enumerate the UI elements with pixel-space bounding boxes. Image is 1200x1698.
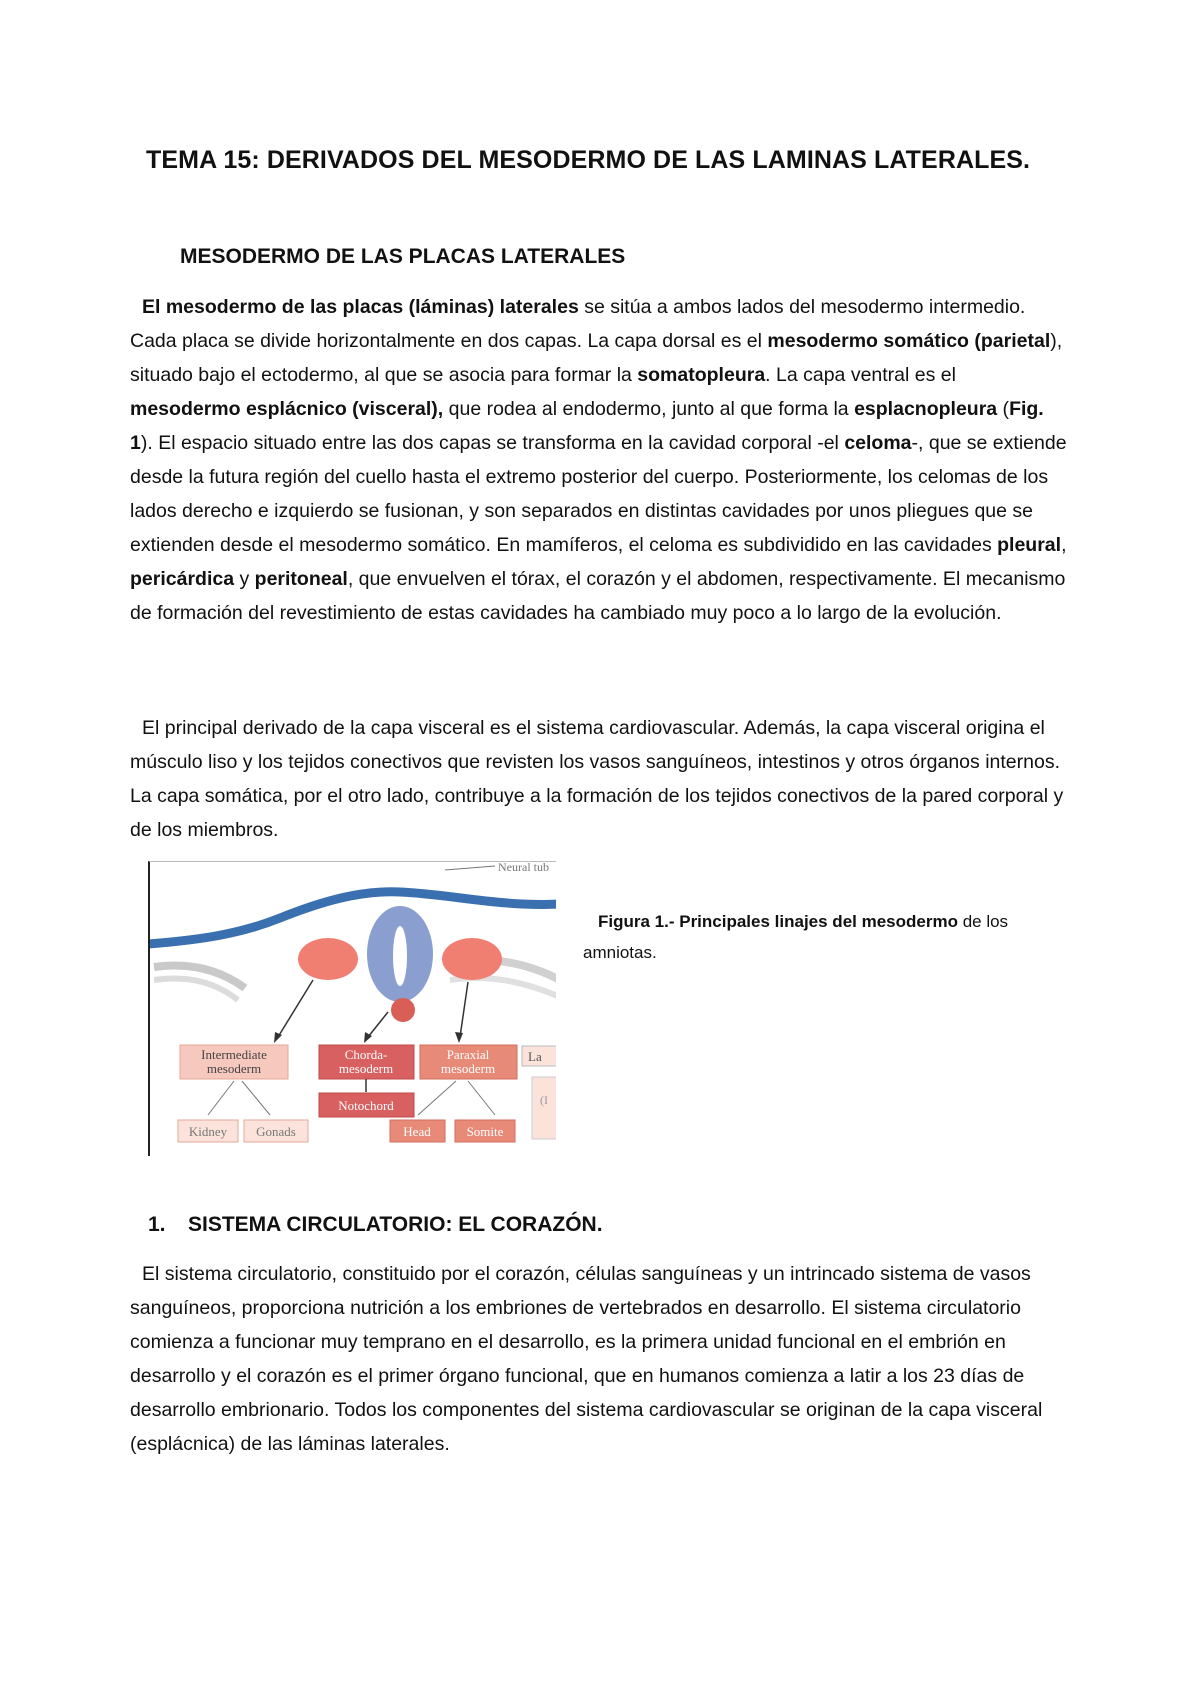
bold-term: pericárdica bbox=[130, 568, 235, 590]
caption-bold: Figura 1.- Principales linajes del mesodermo bbox=[598, 912, 958, 931]
partial-box-right bbox=[532, 1077, 556, 1139]
figure-reference: Fig. 1 bbox=[130, 398, 1044, 454]
bold-term: El mesodermo de las placas (láminas) laterales bbox=[142, 296, 579, 318]
paragraph-circulatory-system: El sistema circulatorio, constituido por el corazón, células sanguíneas y un intrincado sistema de vasos sanguíneos, proporciona nutrición a los embriones de vertebrados en desarrollo. El sistema circulatorio comienza a funcionar muy temprano en el desarrollo, es la primera unidad funcional en el embrión en desarrollo y el corazón es el primer órgano funcional, que en humanos comienza a latir a los 23 días de desarrollo embrionario. Todos los componentes del sistema cardiovascular se originan de la capa visceral (esplácnica) de las láminas laterales. bbox=[130, 1263, 1043, 1455]
bold-term: somatopleura bbox=[637, 364, 766, 386]
label-paraxial-2: mesoderm bbox=[440, 1061, 496, 1076]
document-title: TEMA 15: DERIVADOS DEL MESODERMO DE LAS LAMINAS LATERALES. bbox=[146, 146, 1031, 174]
section-number: 1. bbox=[148, 1213, 166, 1236]
somite-right bbox=[442, 938, 502, 980]
section-heading: MESODERMO DE LAS PLACAS LATERALES bbox=[180, 245, 626, 268]
bold-term: pleural bbox=[997, 534, 1062, 556]
notochord-circle bbox=[391, 998, 415, 1022]
label-lateral: La bbox=[528, 1049, 542, 1064]
label-somite: Somite bbox=[466, 1124, 504, 1139]
label-intermediate-1: Intermediate bbox=[201, 1047, 267, 1062]
label-chorda-1: Chorda- bbox=[344, 1047, 388, 1062]
ectoderm-fold-left-inner bbox=[154, 979, 238, 1000]
figure-caption: Figura 1.- Principales linajes del mesodermo de los amniotas. bbox=[583, 912, 1009, 962]
ectoderm-layer bbox=[150, 892, 556, 944]
section-1-heading bbox=[148, 1213, 603, 1237]
label-chorda-2: mesoderm bbox=[338, 1061, 394, 1076]
label-head: Head bbox=[403, 1124, 431, 1139]
mesoderm-diagram bbox=[150, 862, 556, 1156]
figure-mesoderm-lineages bbox=[148, 861, 556, 1156]
section-1-title: SISTEMA CIRCULATORIO: EL CORAZÓN. bbox=[188, 1213, 603, 1236]
bold-term: mesodermo esplácnico (visceral), bbox=[130, 398, 444, 420]
neural-canal bbox=[393, 926, 407, 986]
bold-term: peritoneal bbox=[254, 568, 348, 590]
bold-term: mesodermo somático (parietal bbox=[767, 330, 1051, 352]
label-paraxial-1: Paraxial bbox=[446, 1047, 490, 1062]
somite-left bbox=[298, 938, 358, 980]
label-intermediate-2: mesoderm bbox=[206, 1061, 262, 1076]
bold-term: esplacnopleura bbox=[854, 398, 998, 420]
label-kidney: Kidney bbox=[188, 1124, 228, 1139]
bold-term: celoma bbox=[844, 432, 912, 454]
paragraph-lateral-mesoderm: El mesodermo de las placas (láminas) laterales se sitúa a ambos lados del mesodermo intermedio. Cada placa se divide horizontalmente en dos capas. La capa dorsal es el mesodermo somático (parietal), situado bajo el ectodermo, al que se asocia para formar la somatopleura. La capa ventral es el mesodermo esplácnico (visceral), que rodea al endodermo, junto al que forma la esplacnopleura (Fig. 1). El espacio situado entre las dos capas se transforma en la cavidad corporal -el celoma-, que se extiende desde la futura región del cuello hasta el extremo posterior del cuerpo. Posteriormente, los celomas de los lados derecho e izquierdo se fusionan, y son separados en distintas cavidades por unos pliegues que se extienden desde el mesodermo somático. En mamíferos, el celoma es subdividido en las cavidades pleural, pericárdica y peritoneal, que envuelven el tórax, el corazón y el abdomen, respectivamente. El mecanismo de formación del revestimiento de estas cavidades ha cambiado muy poco a lo largo de la evolución. bbox=[130, 296, 1067, 624]
label-gonads: Gonads bbox=[256, 1124, 296, 1139]
paragraph-visceral-derivatives: El principal derivado de la capa visceral es el sistema cardiovascular. Además, la capa visceral origina el músculo liso y los tejidos conectivos que revisten los vasos sanguíneos, intestinos y otros órganos internos. La capa somática, por el otro lado, contribuye a la formación de los tejidos conectivos de la pared corporal y de los miembros. bbox=[130, 717, 1064, 841]
label-notochord: Notochord bbox=[338, 1098, 394, 1113]
label-neural-tube: Neural tub bbox=[498, 862, 549, 874]
label-partial-right: (I bbox=[540, 1093, 548, 1107]
